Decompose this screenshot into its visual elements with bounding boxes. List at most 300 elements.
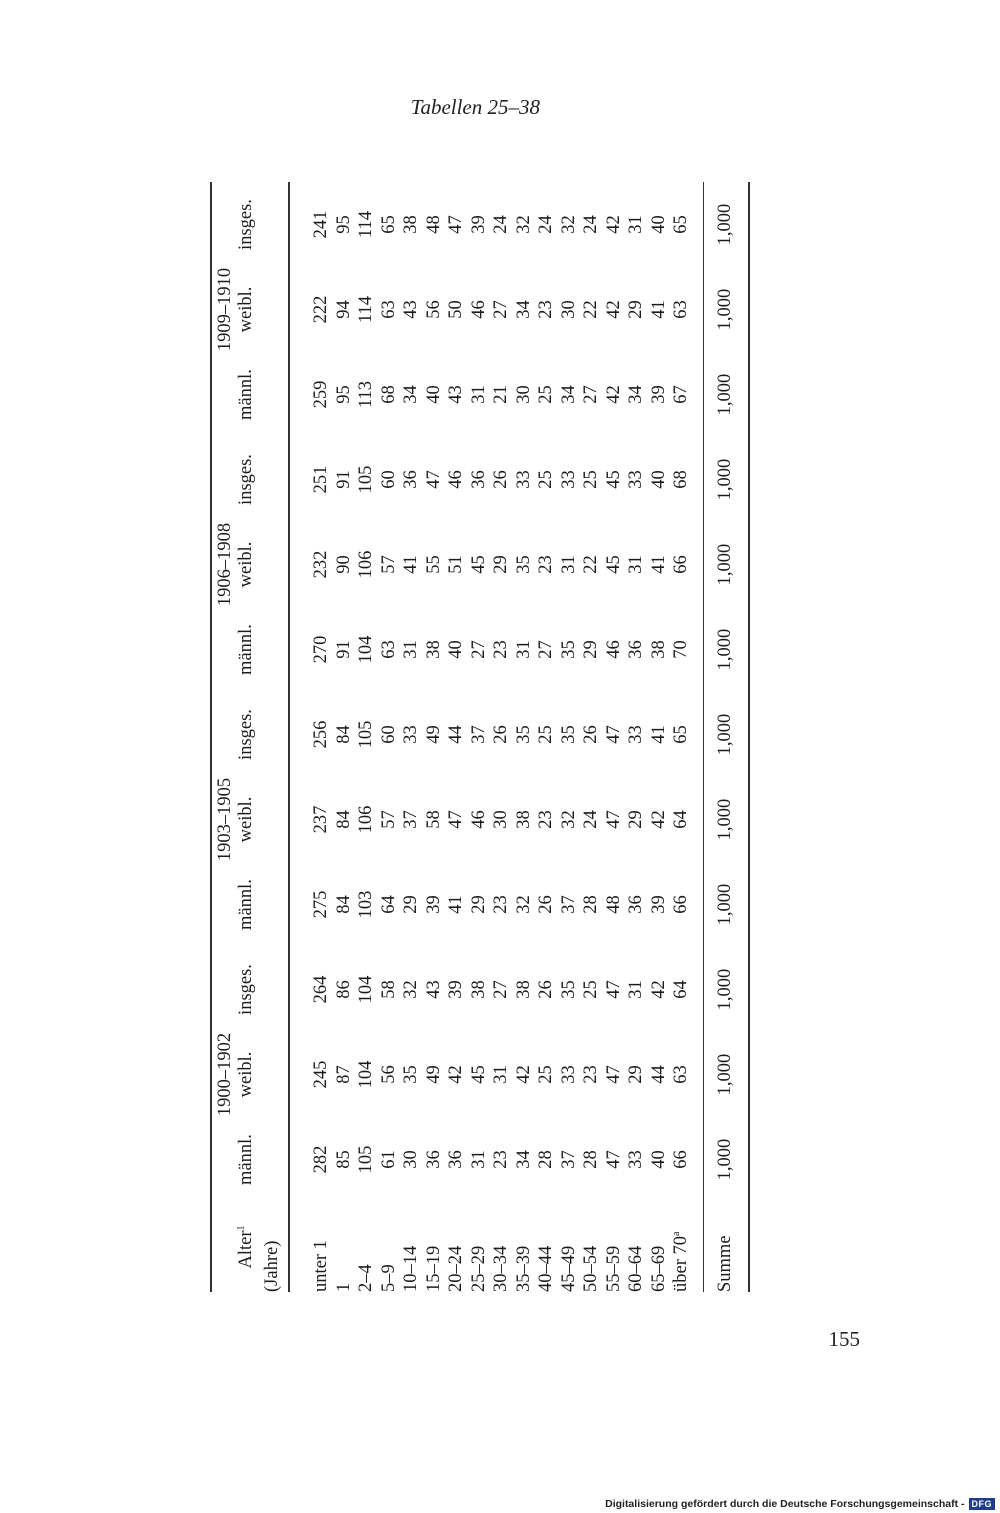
value-cell: 43 (423, 980, 444, 999)
value-cell: 104 (356, 1060, 377, 1089)
value-cell: 270 (311, 635, 332, 664)
value-cell: 241 (311, 210, 332, 239)
value-cell: 114 (356, 295, 377, 324)
sum-row (703, 182, 749, 1292)
table-row (400, 182, 423, 1292)
period-header-row (211, 182, 236, 1292)
age-group-cell (558, 1202, 581, 1292)
value-cell: 28 (581, 895, 602, 914)
value-cell: 27 (468, 640, 489, 659)
value-cell: 35 (558, 980, 579, 999)
value-cell: 49 (423, 1065, 444, 1084)
table-row (648, 182, 671, 1292)
value-cell: 37 (558, 895, 579, 914)
female-header: weibl. (236, 286, 256, 333)
value-cell: 47 (603, 1150, 624, 1169)
total-header: insges. (236, 709, 256, 760)
value-cell: 42 (513, 1065, 534, 1084)
value-cell: 25 (536, 725, 557, 744)
value-cell: 45 (468, 1065, 489, 1084)
value-cell: 30 (401, 1150, 422, 1169)
rotated-table-frame (210, 155, 780, 1300)
value-cell: 33 (558, 470, 579, 489)
value-cell: 57 (378, 555, 399, 574)
male-header: männl. (236, 369, 256, 420)
value-cell: 275 (311, 890, 332, 919)
age-header-cell (211, 1202, 236, 1292)
total-header: insges. (236, 454, 256, 505)
value-cell: 63 (671, 300, 692, 319)
value-cell: 30 (491, 810, 512, 829)
value-cell: 57 (378, 810, 399, 829)
value-cell: 40 (648, 215, 669, 234)
value-cell: 68 (671, 470, 692, 489)
value-cell: 105 (356, 1145, 377, 1174)
value-cell: 45 (603, 555, 624, 574)
age-header (236, 1202, 262, 1292)
value-cell: 39 (446, 980, 467, 999)
age-group-label: 20–24 (446, 1245, 467, 1292)
age-group-cell (445, 1202, 468, 1292)
value-cell: 31 (491, 1065, 512, 1084)
value-cell: 44 (648, 1065, 669, 1084)
value-cell: 61 (378, 1150, 399, 1169)
age-group-cell (670, 1202, 693, 1292)
age-group-label: 60–64 (626, 1245, 647, 1292)
footer (600, 1496, 995, 1512)
value-cell: 46 (603, 640, 624, 659)
value-cell: 31 (626, 980, 647, 999)
value-cell: 46 (468, 810, 489, 829)
value-cell: 31 (401, 640, 422, 659)
value-cell: 28 (581, 1150, 602, 1169)
value-cell: 104 (356, 635, 377, 664)
sum-value-cell: 1,000 (715, 203, 735, 246)
value-cell: 63 (378, 640, 399, 659)
value-cell: 45 (603, 470, 624, 489)
value-cell: 22 (581, 300, 602, 319)
value-cell: 42 (648, 980, 669, 999)
value-cell: 91 (333, 640, 354, 659)
age-group-cell (400, 1202, 423, 1292)
value-cell: 33 (626, 725, 647, 744)
age-group-cell (580, 1202, 603, 1292)
age-group-cell (513, 1202, 536, 1292)
value-cell: 58 (378, 980, 399, 999)
period-header: 1906–1908 (215, 522, 235, 607)
dfg-logo (969, 1498, 996, 1510)
value-cell: 251 (311, 465, 332, 494)
value-cell: 31 (513, 640, 534, 659)
table-row (670, 182, 693, 1292)
value-cell: 35 (513, 725, 534, 744)
value-cell: 47 (603, 1065, 624, 1084)
value-cell: 26 (536, 980, 557, 999)
value-cell: 24 (581, 215, 602, 234)
table-row (333, 182, 356, 1292)
value-cell: 29 (468, 895, 489, 914)
male-header: männl. (236, 624, 256, 675)
value-cell: 245 (311, 1060, 332, 1089)
age-group-label: über 70 (671, 1236, 692, 1292)
age-group-cell (648, 1202, 671, 1292)
male-header: männl. (236, 1134, 256, 1185)
spacer-row (693, 182, 704, 1292)
value-cell: 95 (333, 385, 354, 404)
value-cell: 21 (491, 385, 512, 404)
value-cell: 66 (671, 1150, 692, 1169)
value-cell: 31 (468, 385, 489, 404)
sum-value-cell: 1,000 (715, 1138, 735, 1181)
value-cell: 282 (311, 1145, 332, 1174)
value-cell: 106 (356, 805, 377, 834)
value-cell: 33 (626, 470, 647, 489)
value-cell: 26 (581, 725, 602, 744)
female-header: weibl. (236, 1051, 256, 1098)
value-cell: 46 (446, 470, 467, 489)
value-cell: 26 (491, 470, 512, 489)
female-header: weibl. (236, 541, 256, 588)
value-cell: 222 (311, 295, 332, 324)
value-cell: 39 (468, 215, 489, 234)
table-row (625, 182, 648, 1292)
age-group-label: 5–9 (378, 1264, 399, 1292)
value-cell: 39 (648, 385, 669, 404)
table-row (603, 182, 626, 1292)
value-cell: 256 (311, 720, 332, 749)
value-cell: 25 (536, 1065, 557, 1084)
value-cell: 35 (558, 725, 579, 744)
value-cell: 38 (468, 980, 489, 999)
age-group-label: 10–14 (401, 1245, 422, 1292)
value-cell: 37 (401, 810, 422, 829)
value-cell: 29 (626, 810, 647, 829)
value-cell: 29 (581, 640, 602, 659)
value-cell: 23 (536, 810, 557, 829)
value-cell: 38 (648, 640, 669, 659)
value-cell: 28 (536, 1150, 557, 1169)
value-cell: 84 (333, 810, 354, 829)
value-cell: 48 (423, 215, 444, 234)
value-cell: 46 (468, 300, 489, 319)
table-row (535, 182, 558, 1292)
value-cell: 34 (513, 300, 534, 319)
value-cell: 38 (401, 215, 422, 234)
value-cell: 23 (581, 1065, 602, 1084)
age-group-label: 2–4 (356, 1264, 377, 1292)
value-cell: 32 (558, 215, 579, 234)
value-cell: 34 (401, 385, 422, 404)
value-cell: 56 (423, 300, 444, 319)
age-group-label: 1 (333, 1282, 354, 1292)
value-cell: 105 (356, 465, 377, 494)
table-row (445, 182, 468, 1292)
age-group-cell (310, 1202, 333, 1292)
value-cell: 41 (446, 895, 467, 914)
value-cell: 66 (671, 895, 692, 914)
value-cell: 41 (401, 555, 422, 574)
value-cell: 40 (648, 470, 669, 489)
value-cell: 34 (626, 385, 647, 404)
value-cell: 29 (626, 300, 647, 319)
value-cell: 84 (333, 725, 354, 744)
value-cell: 36 (626, 640, 647, 659)
value-cell: 42 (648, 810, 669, 829)
value-cell: 47 (603, 980, 624, 999)
value-cell: 23 (491, 895, 512, 914)
value-cell: 259 (311, 380, 332, 409)
age-unit-header: (Jahre) (262, 1240, 282, 1292)
value-cell: 30 (558, 300, 579, 319)
age-group-cell (625, 1202, 648, 1292)
total-header: insges. (236, 199, 256, 250)
footer-text: Digitalisierung gefördert durch die Deutsche Forschungsgemeinschaft - (605, 1498, 965, 1510)
value-cell: 60 (378, 470, 399, 489)
table-row (490, 182, 513, 1292)
value-cell: 29 (491, 555, 512, 574)
value-cell: 23 (491, 1150, 512, 1169)
sum-value-cell: 1,000 (715, 968, 735, 1011)
value-cell: 65 (378, 215, 399, 234)
age-group-label: 35–39 (513, 1245, 534, 1292)
sum-value-cell: 1,000 (715, 373, 735, 416)
value-cell: 25 (581, 470, 602, 489)
value-cell: 66 (671, 555, 692, 574)
value-cell: 31 (558, 555, 579, 574)
value-cell: 55 (423, 555, 444, 574)
value-cell: 47 (603, 725, 624, 744)
value-cell: 51 (446, 555, 467, 574)
value-cell: 40 (423, 385, 444, 404)
age-group-label: 40–44 (536, 1245, 557, 1292)
unit-header-blank (262, 182, 289, 1202)
sum-value-cell: 1,000 (715, 883, 735, 926)
value-cell: 27 (491, 980, 512, 999)
value-cell: 22 (581, 555, 602, 574)
value-cell: 45 (468, 555, 489, 574)
value-cell: 95 (333, 215, 354, 234)
total-header: insges. (236, 964, 256, 1015)
age-group-label: 55–59 (603, 1245, 624, 1292)
value-cell: 58 (423, 810, 444, 829)
value-cell: 32 (513, 895, 534, 914)
sum-value-cell: 1,000 (715, 458, 735, 501)
value-cell: 37 (558, 1150, 579, 1169)
sum-value-cell: 1,000 (715, 288, 735, 331)
value-cell: 43 (401, 300, 422, 319)
table-row (355, 182, 378, 1292)
value-cell: 32 (558, 810, 579, 829)
value-cell: 25 (581, 980, 602, 999)
value-cell: 232 (311, 550, 332, 579)
value-cell: 36 (423, 1150, 444, 1169)
value-cell: 94 (333, 300, 354, 319)
value-cell: 38 (513, 980, 534, 999)
value-cell: 35 (513, 555, 534, 574)
value-cell: 31 (626, 555, 647, 574)
value-cell: 64 (671, 810, 692, 829)
age-group-label: unter 1 (311, 1240, 332, 1292)
value-cell: 36 (468, 470, 489, 489)
value-cell: 114 (356, 210, 377, 239)
value-cell: 63 (671, 1065, 692, 1084)
age-group-label: 15–19 (423, 1245, 444, 1292)
period-header: 1900–1902 (215, 1032, 235, 1117)
value-cell: 24 (491, 215, 512, 234)
value-cell: 48 (603, 895, 624, 914)
value-cell: 39 (423, 895, 444, 914)
value-cell: 37 (468, 725, 489, 744)
period-header: 1903–1905 (215, 777, 235, 862)
value-cell: 60 (378, 725, 399, 744)
value-cell: 25 (536, 470, 557, 489)
value-cell: 26 (491, 725, 512, 744)
value-cell: 31 (468, 1150, 489, 1169)
value-cell: 44 (446, 725, 467, 744)
value-cell: 47 (446, 810, 467, 829)
age-group-cell (603, 1202, 626, 1292)
age-group-cell (490, 1202, 513, 1292)
value-cell: 33 (626, 1150, 647, 1169)
value-cell: 56 (378, 1065, 399, 1084)
dfg-logo-label: DFG (969, 1498, 996, 1510)
value-cell: 87 (333, 1065, 354, 1084)
value-cell: 26 (536, 895, 557, 914)
value-cell: 49 (423, 725, 444, 744)
value-cell: 35 (401, 1065, 422, 1084)
value-cell: 41 (648, 300, 669, 319)
value-cell: 104 (356, 975, 377, 1004)
value-cell: 38 (423, 640, 444, 659)
value-cell: 47 (603, 810, 624, 829)
value-cell: 42 (603, 300, 624, 319)
value-cell: 65 (671, 725, 692, 744)
value-cell: 23 (536, 300, 557, 319)
sum-value-cell: 1,000 (715, 798, 735, 841)
age-header-label: Alter (236, 1230, 256, 1269)
age-group-label: 30–34 (491, 1245, 512, 1292)
value-cell: 34 (513, 1150, 534, 1169)
value-cell: 84 (333, 895, 354, 914)
value-cell: 113 (356, 380, 377, 409)
value-cell: 86 (333, 980, 354, 999)
value-cell: 47 (423, 470, 444, 489)
value-cell: 27 (536, 640, 557, 659)
value-cell: 33 (558, 1065, 579, 1084)
value-cell: 27 (581, 385, 602, 404)
value-cell: 90 (333, 555, 354, 574)
value-cell: 67 (671, 385, 692, 404)
value-cell: 42 (446, 1065, 467, 1084)
period-header: 1909–1910 (215, 267, 235, 352)
value-cell: 47 (446, 215, 467, 234)
value-cell: 31 (626, 215, 647, 234)
sum-value-cell: 1,000 (715, 1053, 735, 1096)
value-cell: 237 (311, 805, 332, 834)
age-group-cell (333, 1202, 356, 1292)
running-header: Tabellen 25–38 (410, 95, 540, 119)
value-cell: 85 (333, 1150, 354, 1169)
value-cell: 64 (671, 980, 692, 999)
value-cell: 29 (401, 895, 422, 914)
page-number: 155 (828, 1327, 860, 1351)
age-group-cell (535, 1202, 558, 1292)
value-cell: 50 (446, 300, 467, 319)
unit-header-row (262, 182, 289, 1292)
table-body (211, 182, 749, 1292)
table-row (378, 182, 401, 1292)
age-group-cell (355, 1202, 378, 1292)
value-cell: 36 (401, 470, 422, 489)
table-row (468, 182, 491, 1292)
table-row (513, 182, 536, 1292)
value-cell: 36 (446, 1150, 467, 1169)
footnote-mark: a (671, 1231, 683, 1236)
value-cell: 33 (513, 470, 534, 489)
value-cell: 42 (603, 385, 624, 404)
value-cell: 34 (558, 385, 579, 404)
value-cell: 36 (626, 895, 647, 914)
age-group-cell (378, 1202, 401, 1292)
value-cell: 68 (378, 385, 399, 404)
sum-value-cell: 1,000 (715, 713, 735, 756)
sum-value-cell: 1,000 (715, 628, 735, 671)
value-cell: 24 (581, 810, 602, 829)
table-row (310, 182, 333, 1292)
sex-header-row (236, 182, 262, 1292)
value-cell: 38 (513, 810, 534, 829)
table-row (580, 182, 603, 1292)
value-cell: 39 (648, 895, 669, 914)
value-cell: 106 (356, 550, 377, 579)
age-group-label: 45–49 (558, 1245, 579, 1292)
age-group-label: 25–29 (468, 1245, 489, 1292)
value-cell: 105 (356, 720, 377, 749)
value-cell: 264 (311, 975, 332, 1004)
value-cell: 65 (671, 215, 692, 234)
spacer-row (289, 182, 310, 1292)
value-cell: 40 (648, 1150, 669, 1169)
value-cell: 64 (378, 895, 399, 914)
value-cell: 63 (378, 300, 399, 319)
age-group-cell (468, 1202, 491, 1292)
sum-value-cell: 1,000 (715, 543, 735, 586)
table-row (423, 182, 446, 1292)
female-header: weibl. (236, 796, 256, 843)
value-cell: 25 (536, 385, 557, 404)
value-cell: 32 (401, 980, 422, 999)
value-cell: 41 (648, 555, 669, 574)
sum-label: Summe (715, 1235, 735, 1292)
age-group-label: 65–69 (648, 1245, 669, 1292)
value-cell: 24 (536, 215, 557, 234)
value-cell: 91 (333, 470, 354, 489)
value-cell: 23 (491, 640, 512, 659)
statistics-table (210, 182, 750, 1292)
value-cell: 27 (491, 300, 512, 319)
rotated-table-area (210, 155, 780, 1300)
value-cell: 70 (671, 640, 692, 659)
footnote-mark: 1 (235, 1225, 247, 1231)
table-row (558, 182, 581, 1292)
value-cell: 32 (513, 215, 534, 234)
age-group-label: 50–54 (581, 1245, 602, 1292)
value-cell: 23 (536, 555, 557, 574)
value-cell: 33 (401, 725, 422, 744)
value-cell: 30 (513, 385, 534, 404)
value-cell: 40 (446, 640, 467, 659)
age-group-cell (423, 1202, 446, 1292)
